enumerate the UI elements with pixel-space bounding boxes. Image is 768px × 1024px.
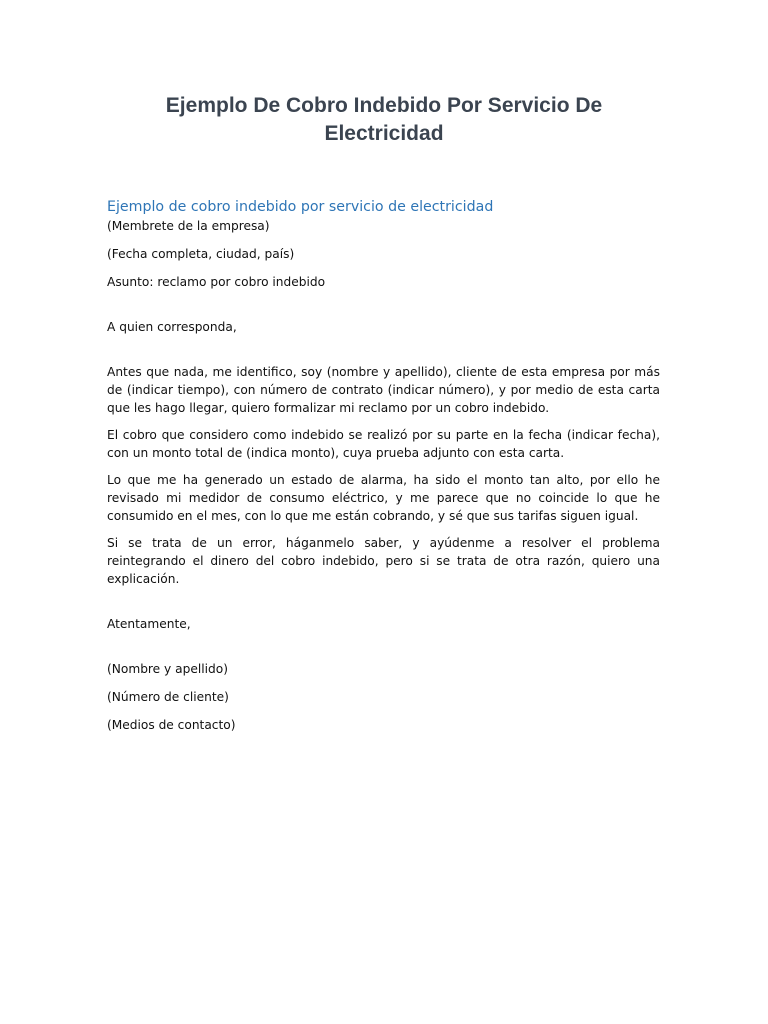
letterhead-placeholder: (Membrete de la empresa) [107,219,270,233]
date-place-placeholder: (Fecha completa, ciudad, país) [107,247,295,261]
document-title-line-1: Ejemplo De Cobro Indebido Por Servicio De [165,94,603,117]
greeting: A quien corresponda, [107,320,237,334]
closing: Atentamente, [107,617,191,631]
paragraph-meter-review: Lo que me ha generado un estado de alarma, ha sido el monto tan alto, por ello he revisado mi medidor de consumo eléctrico, y me parece que no coincide lo que he consumido en el mes, con lo que me están cobrando, y sé que sus tarifas siguen igual. [107,473,660,523]
subject-line: Asunto: reclamo por cobro indebido [107,275,326,289]
signature-contact: (Medios de contacto) [107,718,236,732]
paragraph-request: Si se trata de un error, háganmelo saber, y ayúdenme a resolver el problema reintegrando el dinero del cobro indebido, pero si se trata de otra razón, quiero una explicación. [107,536,660,586]
paragraph-identification: Antes que nada, me identifico, soy (nombre y apellido), cliente de esta empresa por más de (indicar tiempo), con número de contrato (indicar número), y por medio de esta carta que les hago llegar, quiero formalizar mi reclamo por un cobro indebido. [107,365,660,415]
letter-body [107,197,660,734]
paragraph-charge-details: El cobro que considero como indebido se realizó por su parte en la fecha (indicar fecha), con un monto total de (indica monto), cuya prueba adjunto con esta carta. [107,428,660,460]
signature-client-number: (Número de cliente) [107,690,229,704]
section-subheading: Ejemplo de cobro indebido por servicio de electricidad [107,199,494,215]
document-title-line-2: Electricidad [324,122,444,145]
document-title [100,92,668,148]
signature-name: (Nombre y apellido) [107,662,228,676]
